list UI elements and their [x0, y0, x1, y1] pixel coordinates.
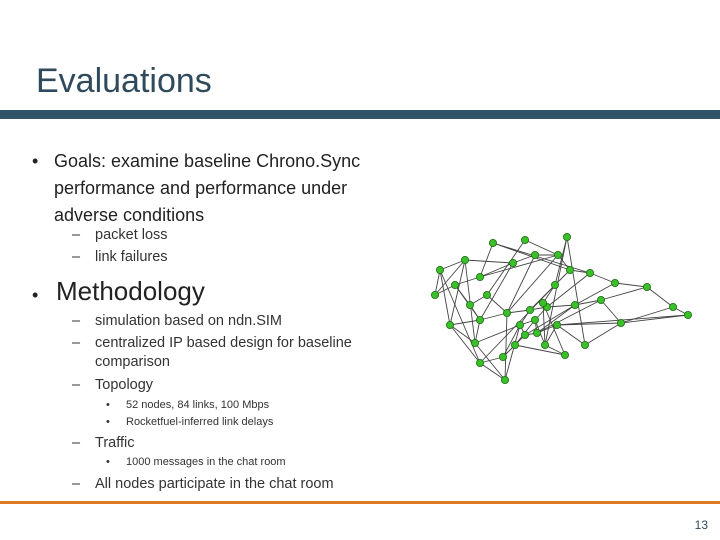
- topology-link: [547, 273, 590, 307]
- topology-link: [450, 260, 465, 325]
- topology-node: [539, 299, 546, 306]
- slide-title: Evaluations: [36, 62, 212, 100]
- bullet-marker: •: [32, 285, 39, 305]
- footer-divider-line: [0, 501, 720, 504]
- topology-node: [446, 321, 453, 328]
- title-divider-bar: [0, 110, 720, 119]
- bullet-methodology: [32, 276, 205, 306]
- page-number: 13: [694, 518, 708, 532]
- topology-node: [553, 321, 560, 328]
- topology-link: [590, 273, 615, 283]
- topology-node: [571, 301, 578, 308]
- topology-node: [436, 266, 443, 273]
- topology-item-text: Rocketfuel-inferred link delays: [126, 416, 274, 428]
- traffic-item-text: 1000 messages in the chat room: [126, 456, 286, 468]
- topology-node: [611, 279, 618, 286]
- topology-node: [561, 351, 568, 358]
- topology-link: [621, 307, 673, 323]
- topology-node: [581, 341, 588, 348]
- topology-node: [483, 291, 490, 298]
- topology-link: [475, 325, 520, 343]
- topology-node: [669, 303, 676, 310]
- topology-link: [557, 325, 585, 345]
- topology-node: [461, 256, 468, 263]
- topology-node: [466, 301, 473, 308]
- topology-link: [487, 295, 507, 313]
- dash-marker: –: [72, 249, 81, 265]
- topology-link: [505, 313, 507, 380]
- topology-node: [489, 239, 496, 246]
- topology-link: [440, 270, 480, 363]
- topology-link: [440, 270, 450, 325]
- topology-link: [615, 283, 647, 287]
- dash-marker: –: [72, 377, 81, 393]
- topology-node: [511, 341, 518, 348]
- sub-bullet-packet-loss: [72, 224, 168, 246]
- topology-node: [526, 306, 533, 313]
- topology-node: [503, 309, 510, 316]
- bullet-marker: •: [106, 456, 110, 468]
- sub-bullet-link-failures: [72, 246, 168, 268]
- sub-bullet-text: Traffic: [95, 435, 135, 451]
- topology-link: [480, 255, 558, 277]
- sub-bullet-topology: [72, 374, 153, 396]
- dash-marker: –: [72, 435, 81, 451]
- topology-node: [516, 321, 523, 328]
- topology-nodes: [431, 233, 691, 383]
- bullet-marker: •: [106, 399, 110, 411]
- topology-node: [586, 269, 593, 276]
- topology-node: [643, 283, 650, 290]
- topology-edges: [435, 237, 688, 380]
- network-topology-diagram: [425, 225, 710, 395]
- topology-node: [509, 259, 516, 266]
- topology-link: [567, 237, 585, 345]
- topology-node: [499, 353, 506, 360]
- topology-node: [597, 296, 604, 303]
- topology-node: [531, 316, 538, 323]
- topology-item-text: 52 nodes, 84 links, 100 Mbps: [126, 399, 270, 411]
- sub-bullet-text: simulation based on ndn.SIM: [95, 313, 282, 329]
- topology-link: [547, 305, 575, 307]
- dash-marker: –: [72, 476, 81, 492]
- topology-link: [525, 240, 558, 255]
- topology-link: [465, 260, 513, 263]
- topology-link: [530, 270, 570, 310]
- traffic-item-messages: [106, 454, 286, 471]
- sub-bullet-simulation: [72, 310, 282, 332]
- bullet-marker: •: [32, 151, 39, 171]
- topology-node: [476, 273, 483, 280]
- topology-link: [575, 283, 615, 305]
- topology-link: [585, 323, 621, 345]
- topology-node: [451, 281, 458, 288]
- dash-marker: –: [72, 227, 81, 243]
- topology-item-nodes: [106, 397, 269, 414]
- dash-marker: –: [72, 335, 81, 351]
- topology-node: [431, 291, 438, 298]
- topology-link: [601, 287, 647, 300]
- topology-node: [531, 251, 538, 258]
- topology-node: [471, 339, 478, 346]
- topology-node: [566, 266, 573, 273]
- topology-node: [501, 376, 508, 383]
- goals-text-line2: performance and performance under: [54, 178, 348, 198]
- topology-link: [647, 287, 673, 307]
- topology-link: [515, 345, 565, 355]
- methodology-text: Methodology: [56, 276, 205, 306]
- topology-link: [480, 313, 507, 320]
- topology-link: [450, 320, 480, 325]
- topology-node: [541, 341, 548, 348]
- topology-node: [476, 359, 483, 366]
- sub-bullet-traffic: [72, 432, 134, 454]
- topology-node: [533, 329, 540, 336]
- bullet-marker: •: [106, 416, 110, 428]
- topology-node: [476, 316, 483, 323]
- bullet-goals: [32, 148, 412, 229]
- goals-text-line3: adverse conditions: [54, 205, 205, 225]
- topology-item-delays: [106, 414, 273, 431]
- sub-bullet-text: packet loss: [95, 227, 168, 243]
- dash-marker: –: [72, 313, 81, 329]
- topology-node: [521, 236, 528, 243]
- sub-bullet-text: link failures: [95, 249, 168, 265]
- sub-bullet-text: All nodes participate in the chat room: [95, 476, 334, 492]
- topology-node: [521, 331, 528, 338]
- sub-bullet-text: Topology: [95, 377, 154, 393]
- topology-node: [554, 251, 561, 258]
- sub-bullet-all-nodes: [72, 473, 334, 495]
- goals-text-line1: Goals: examine baseline Chrono.Sync: [54, 151, 361, 171]
- centralized-text-line1: centralized IP based design for baseline: [95, 335, 352, 351]
- sub-bullet-centralized: [72, 332, 392, 373]
- topology-node: [684, 311, 691, 318]
- topology-link: [555, 237, 567, 285]
- topology-node: [617, 319, 624, 326]
- topology-link: [480, 363, 505, 380]
- topology-node: [551, 281, 558, 288]
- centralized-text-line2: comparison: [95, 354, 170, 370]
- topology-link: [601, 300, 621, 323]
- topology-node: [563, 233, 570, 240]
